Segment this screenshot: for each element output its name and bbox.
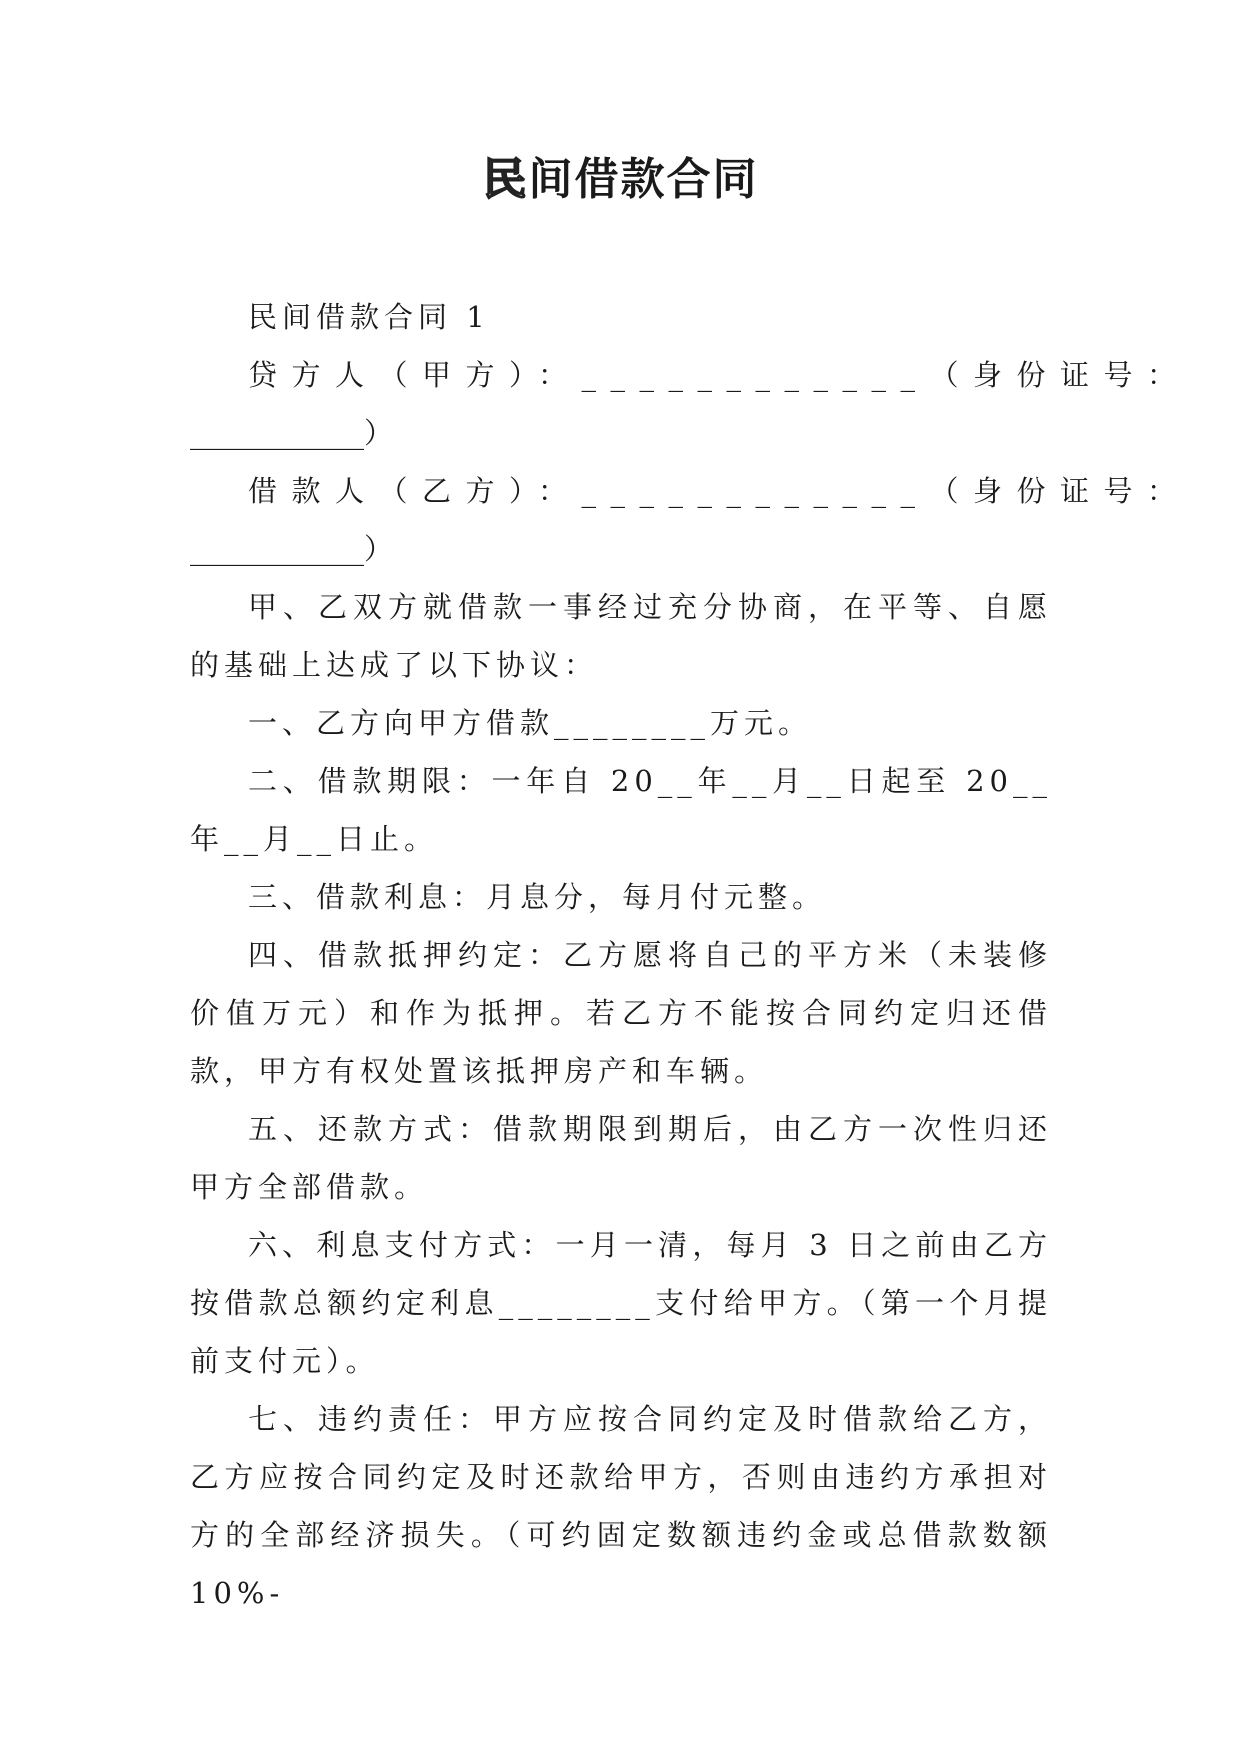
borrower-line: 借款人（乙方）：____________（身份证号： <box>248 474 1191 508</box>
clause-5: 五、还款方式：借款期限到期后，由乙方一次性归还甲方全部借款。 <box>190 1112 1052 1204</box>
title-first-char: 民 <box>482 154 529 205</box>
clause-1: 一、乙方向甲方借款________万元。 <box>248 706 813 740</box>
lender-line: 贷方人（甲方）：____________（身份证号： <box>248 358 1191 392</box>
clause-7: 七、违约责任：甲方应按合同约定及时借款给乙方，乙方应按合同约定及时还款给甲方，否则由违约方承担对方的全部经济损失。（可约固定数额违约金或总借款数额 10%- <box>190 1402 1052 1610</box>
title-rest: 间借款合同 <box>528 154 759 205</box>
document-body <box>190 288 1191 1622</box>
clause-6: 六、利息支付方式：一月一清，每月 3 日之前由乙方按借款总额约定利息________支付给甲方。（第一个月提前支付元）。 <box>190 1228 1052 1378</box>
intro-paragraph: 甲、乙双方就借款一事经过充分协商，在平等、自愿的基础上达成了以下协议： <box>190 590 1052 682</box>
borrower-id-line: ____________） <box>190 532 394 566</box>
clause-4: 四、借款抵押约定：乙方愿将自己的平方米（未装修价值万元）和作为抵押。若乙方不能按合同约定归还借款，甲方有权处置该抵押房产和车辆。 <box>190 938 1052 1088</box>
document-title <box>0 152 1241 208</box>
lender-id-line: ____________） <box>190 416 394 450</box>
clause-2: 二、借款期限：一年自 20__年__月__日起至 20__年__月__日止。 <box>190 764 1052 856</box>
clause-3: 三、借款利息：月息分，每月付元整。 <box>248 880 827 914</box>
contract-subtitle: 民间借款合同 1 <box>248 300 490 334</box>
